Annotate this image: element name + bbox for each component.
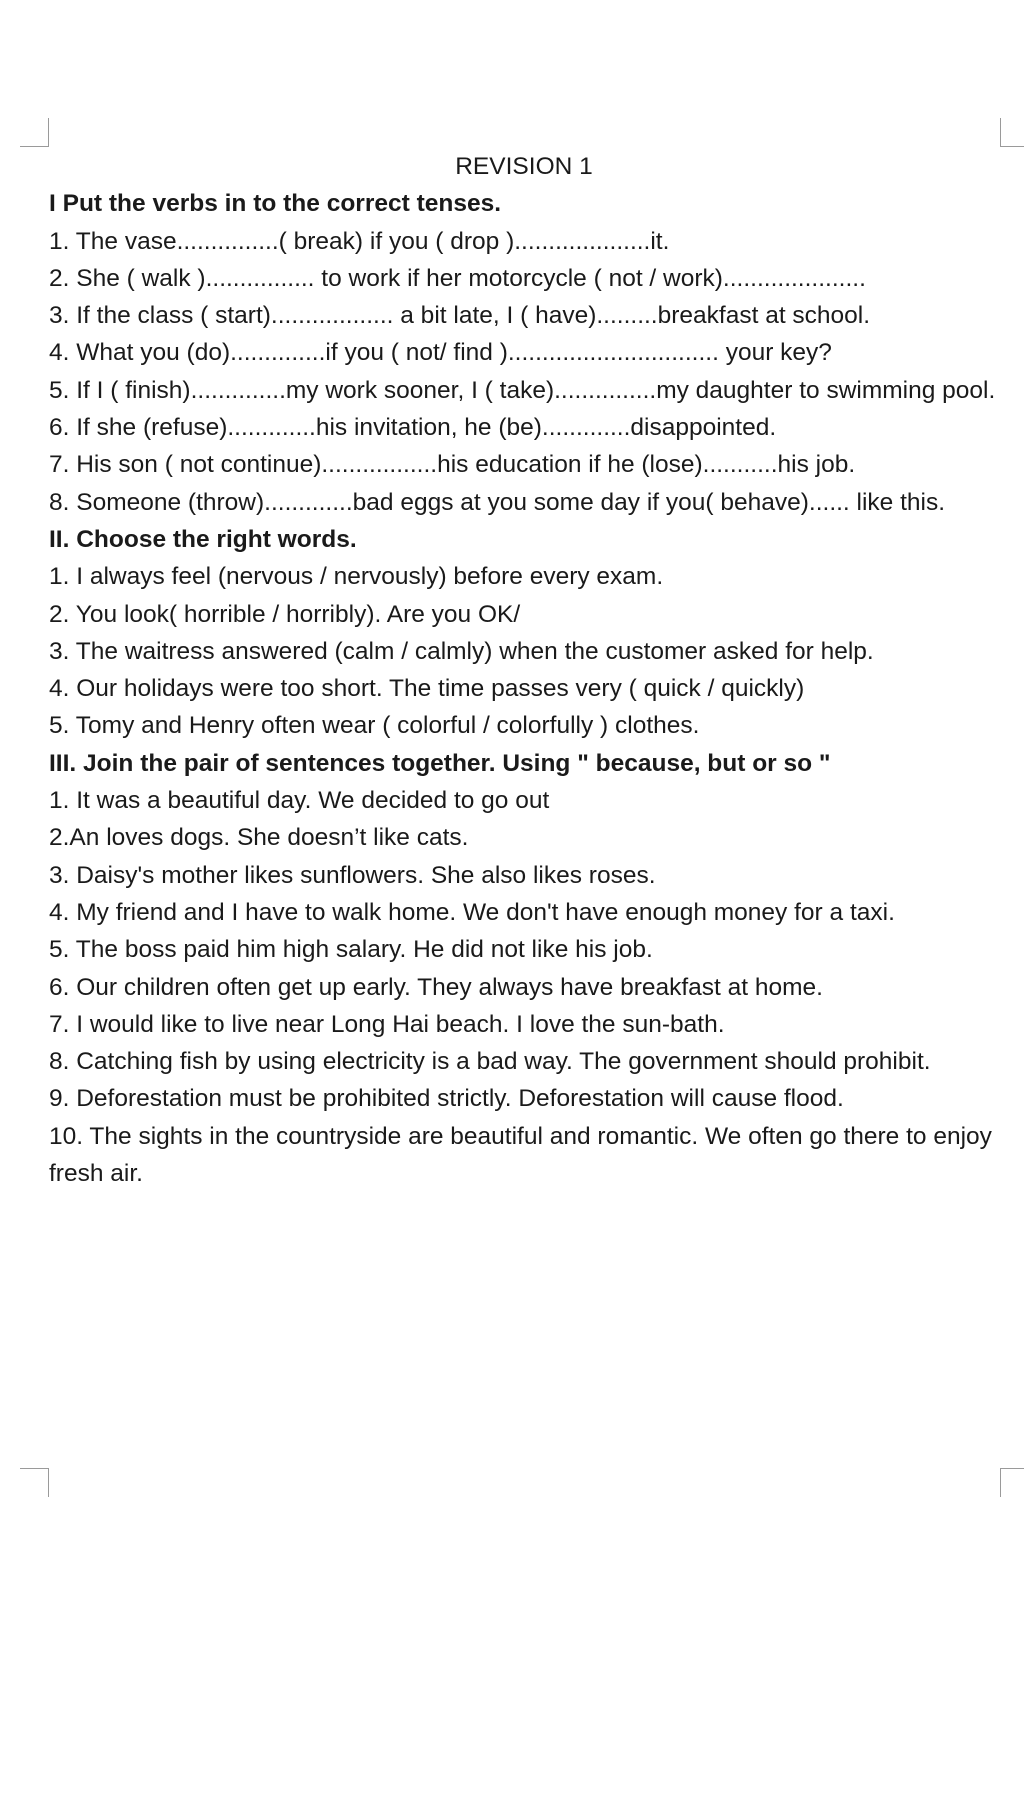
exercise-item: 2.An loves dogs. She doesn’t like cats.: [49, 824, 469, 852]
exercise-item: 6. Our children often get up early. They always have breakfast at home.: [49, 973, 823, 1001]
exercise-item: 3. Daisy's mother likes sunflowers. She also likes roses.: [49, 861, 656, 889]
exercise-item: 4. What you (do)..............if you ( not/ find )............................... your key?: [49, 339, 832, 367]
exercise-item: 1. I always feel (nervous / nervously) before every exam.: [49, 563, 664, 591]
exercise-item: 3. The waitress answered (calm / calmly) when the customer asked for help.: [49, 637, 874, 665]
exercise-item: 5. If I ( finish)..............my work sooner, I ( take)...............my daughter to swimming pool.: [49, 376, 996, 404]
exercise-item: 1. It was a beautiful day. We decided to go out: [49, 787, 550, 815]
exercise-item: 7. I would like to live near Long Hai beach. I love the sun-bath.: [49, 1010, 725, 1038]
exercise-item: 2. She ( walk )................ to work if her motorcycle ( not / work).....................: [49, 264, 866, 292]
exercise-item: 4. Our holidays were too short. The time passes very ( quick / quickly): [49, 675, 805, 703]
exercise-item: 5. Tomy and Henry often wear ( colorful / colorfully ) clothes.: [49, 712, 700, 740]
exercise-item: 9. Deforestation must be prohibited strictly. Deforestation will cause flood.: [49, 1085, 844, 1113]
exercise-item: 4. My friend and I have to walk home. We don't have enough money for a taxi.: [49, 898, 895, 926]
document-body: [49, 148, 1009, 1192]
exercise-item: 8. Someone (throw).............bad eggs at you some day if you( behave)...... like this.: [49, 488, 946, 516]
section-1-heading: I Put the verbs in to the correct tenses.: [49, 190, 502, 218]
exercise-item: 5. The boss paid him high salary. He did not like his job.: [49, 936, 653, 964]
section-2-heading: II. Choose the right words.: [49, 525, 357, 553]
exercise-item: 1. The vase...............( break) if you ( drop )....................it.: [49, 227, 670, 255]
crop-mark-bottom-left: [20, 1468, 49, 1497]
exercise-item: 2. You look( horrible / horribly). Are you OK/: [49, 600, 521, 628]
document-title: REVISION 1: [455, 153, 593, 180]
crop-mark-bottom-right: [1000, 1468, 1024, 1497]
crop-mark-top-right: [1000, 118, 1024, 147]
exercise-item: 3. If the class ( start).................. a bit late, I ( have).........breakfast at school.: [49, 302, 871, 330]
exercise-item: 6. If she (refuse).............his invitation, he (be).............disappointed.: [49, 414, 777, 442]
exercise-item: 10. The sights in the countryside are beautiful and romantic. We often go there to enjoy fresh air.: [49, 1122, 992, 1188]
exercise-item: 7. His son ( not continue).................his education if he (lose)...........his job.: [49, 451, 856, 479]
crop-mark-top-left: [20, 118, 49, 147]
exercise-item: 8. Catching fish by using electricity is a bad way. The government should prohibit.: [49, 1048, 931, 1076]
section-3-heading: III. Join the pair of sentences together. Using " because, but or so ": [49, 749, 831, 777]
